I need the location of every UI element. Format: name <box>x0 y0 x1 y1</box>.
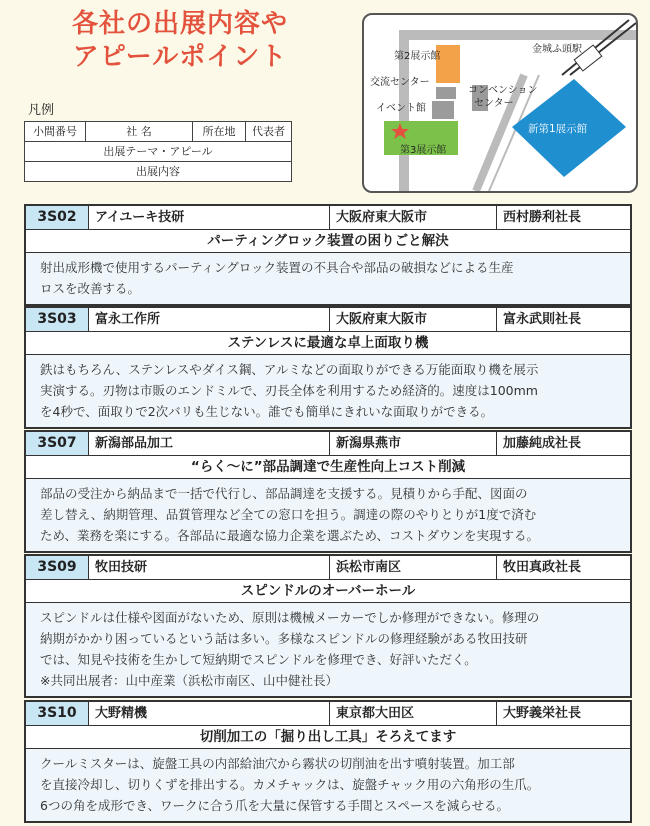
company-name: 新潟部品加工 <box>89 432 330 455</box>
booth-code: 3S03 <box>26 308 89 331</box>
exhibit-content <box>26 253 630 304</box>
content-line: クールミスターは、旋盤工具の内部給油穴から霧状の切削油を出す噴射装置。加工部 <box>40 756 515 771</box>
exchange-block <box>436 87 456 99</box>
company-location: 大阪府東大阪市 <box>330 308 497 331</box>
content-line: ため、業務を楽にする。各部品に最適な協力企業を選ぶため、コストダウンを実現する。 <box>40 528 540 543</box>
event-block <box>432 101 454 119</box>
label-event: イベント館 <box>376 103 426 114</box>
representative: 富永武則社長 <box>503 312 582 327</box>
content-line: を直接冷却し、切りくずを排出する。カメチャックは、旋盤チャック用の六角形の生爪。 <box>40 777 540 792</box>
label-center: センター <box>474 98 514 109</box>
exhibit-content <box>26 749 630 821</box>
representative: 加藤純成社長 <box>503 436 582 451</box>
exhibit-content <box>26 479 630 551</box>
label-hall2: 第2展示館 <box>394 51 441 62</box>
exhibitor-card <box>24 204 632 306</box>
content-line: ロスを改善する。 <box>40 281 141 296</box>
exhibit-theme: ステンレスに最適な卓上面取り機 <box>26 332 630 355</box>
label-station: 金城ふ頭駅 <box>532 44 582 55</box>
company-location: 東京都大田区 <box>330 702 497 725</box>
company-name: 大野精機 <box>89 702 330 725</box>
exhibit-theme: “らく〜に”部品調達で生産性向上コスト削減 <box>26 456 630 479</box>
label-hall3: 第3展示館 <box>400 145 447 156</box>
booth-code: 3S09 <box>26 556 89 579</box>
label-exchange: 交流センター <box>370 77 430 88</box>
exhibitor-card <box>24 306 632 429</box>
company-location: 新潟県燕市 <box>330 432 497 455</box>
legend-rep: 代表者 <box>252 125 285 138</box>
booth-code: 3S02 <box>26 206 89 229</box>
exhibitor-card <box>24 700 632 823</box>
content-line: 実演する。刃物は市販のエンドミルで、刃長全体を利用するため経済的。速度は100mm <box>40 383 538 398</box>
legend-location: 所在地 <box>193 122 246 141</box>
content-line: を4秒で、面取りで2次バリも生じない。誰でも簡単にきれいな面取りができる。 <box>40 404 494 419</box>
content-line: 射出成形機で使用するパーティングロック装置の不具合や部品の破損などによる生産 <box>40 260 514 275</box>
legend-theme: 出展テーマ・アピール <box>103 145 213 158</box>
content-line: 6つの角を成形でき、ワークに合う爪を大量に保管する手間とスペースを減らせる。 <box>40 798 509 813</box>
legend-booth: 小間番号 <box>25 122 86 141</box>
exhibit-theme: 切削加工の「掘り出し工具」そろえてます <box>26 726 630 749</box>
representative: 牧田真政社長 <box>503 560 582 575</box>
legend-table <box>24 121 292 182</box>
exhibit-theme: パーティングロック装置の困りごと解決 <box>26 230 630 253</box>
page-title <box>50 8 310 74</box>
label-hall1: 新第1展示館 <box>528 123 588 135</box>
content-line: スピンドルは仕様や図面がないため、原則は機械メーカーでしか修理ができない。修理の <box>40 610 540 625</box>
representative: 大野義栄社長 <box>503 706 582 721</box>
exhibit-content <box>26 603 630 696</box>
representative: 西村勝利社長 <box>503 210 582 225</box>
content-line: ※共同出展者：山中産業（浜松市南区、山中健社長） <box>40 673 338 688</box>
legend-label: 凡例 <box>28 103 55 118</box>
legend-content: 出展内容 <box>136 165 180 178</box>
content-line: 納期がかかり困っているという話は多い。多様なスピンドルの修理経験がある牧田技研 <box>40 631 528 646</box>
company-name: アイユーキ技研 <box>89 206 330 229</box>
content-line: 差し替え、納期管理、品質管理など全ての窓口を担う。調達の際のやりとりが1度で済む <box>40 507 537 522</box>
booth-code: 3S07 <box>26 432 89 455</box>
exhibitor-card <box>24 430 632 553</box>
company-location: 浜松市南区 <box>330 556 497 579</box>
company-name: 牧田技研 <box>89 556 330 579</box>
company-name: 富永工作所 <box>89 308 330 331</box>
content-line: 部品の受注から納品まで一括で代行し、部品調達を支援する。見積りから手配、図面の <box>40 486 528 501</box>
company-location: 大阪府東大阪市 <box>330 206 497 229</box>
title-line-2: アピールポイント <box>72 42 288 72</box>
content-line: 鉄はもちろん、ステンレスやダイス鋼、アルミなどの面取りができる万能面取り機を展示 <box>40 362 539 377</box>
title-line-1: 各社の出展内容や <box>71 9 288 39</box>
label-convention: コンベンション <box>468 85 538 96</box>
exhibit-content <box>26 355 630 427</box>
content-line: では、知見や技術を生かして短納期でスピンドルを修理でき、好評いただく。 <box>40 652 477 667</box>
exhibitor-card <box>24 554 632 698</box>
venue-map <box>362 13 638 193</box>
booth-code: 3S10 <box>26 702 89 725</box>
legend-company: 社 名 <box>86 122 193 141</box>
exhibit-theme: スピンドルのオーバーホール <box>26 580 630 603</box>
